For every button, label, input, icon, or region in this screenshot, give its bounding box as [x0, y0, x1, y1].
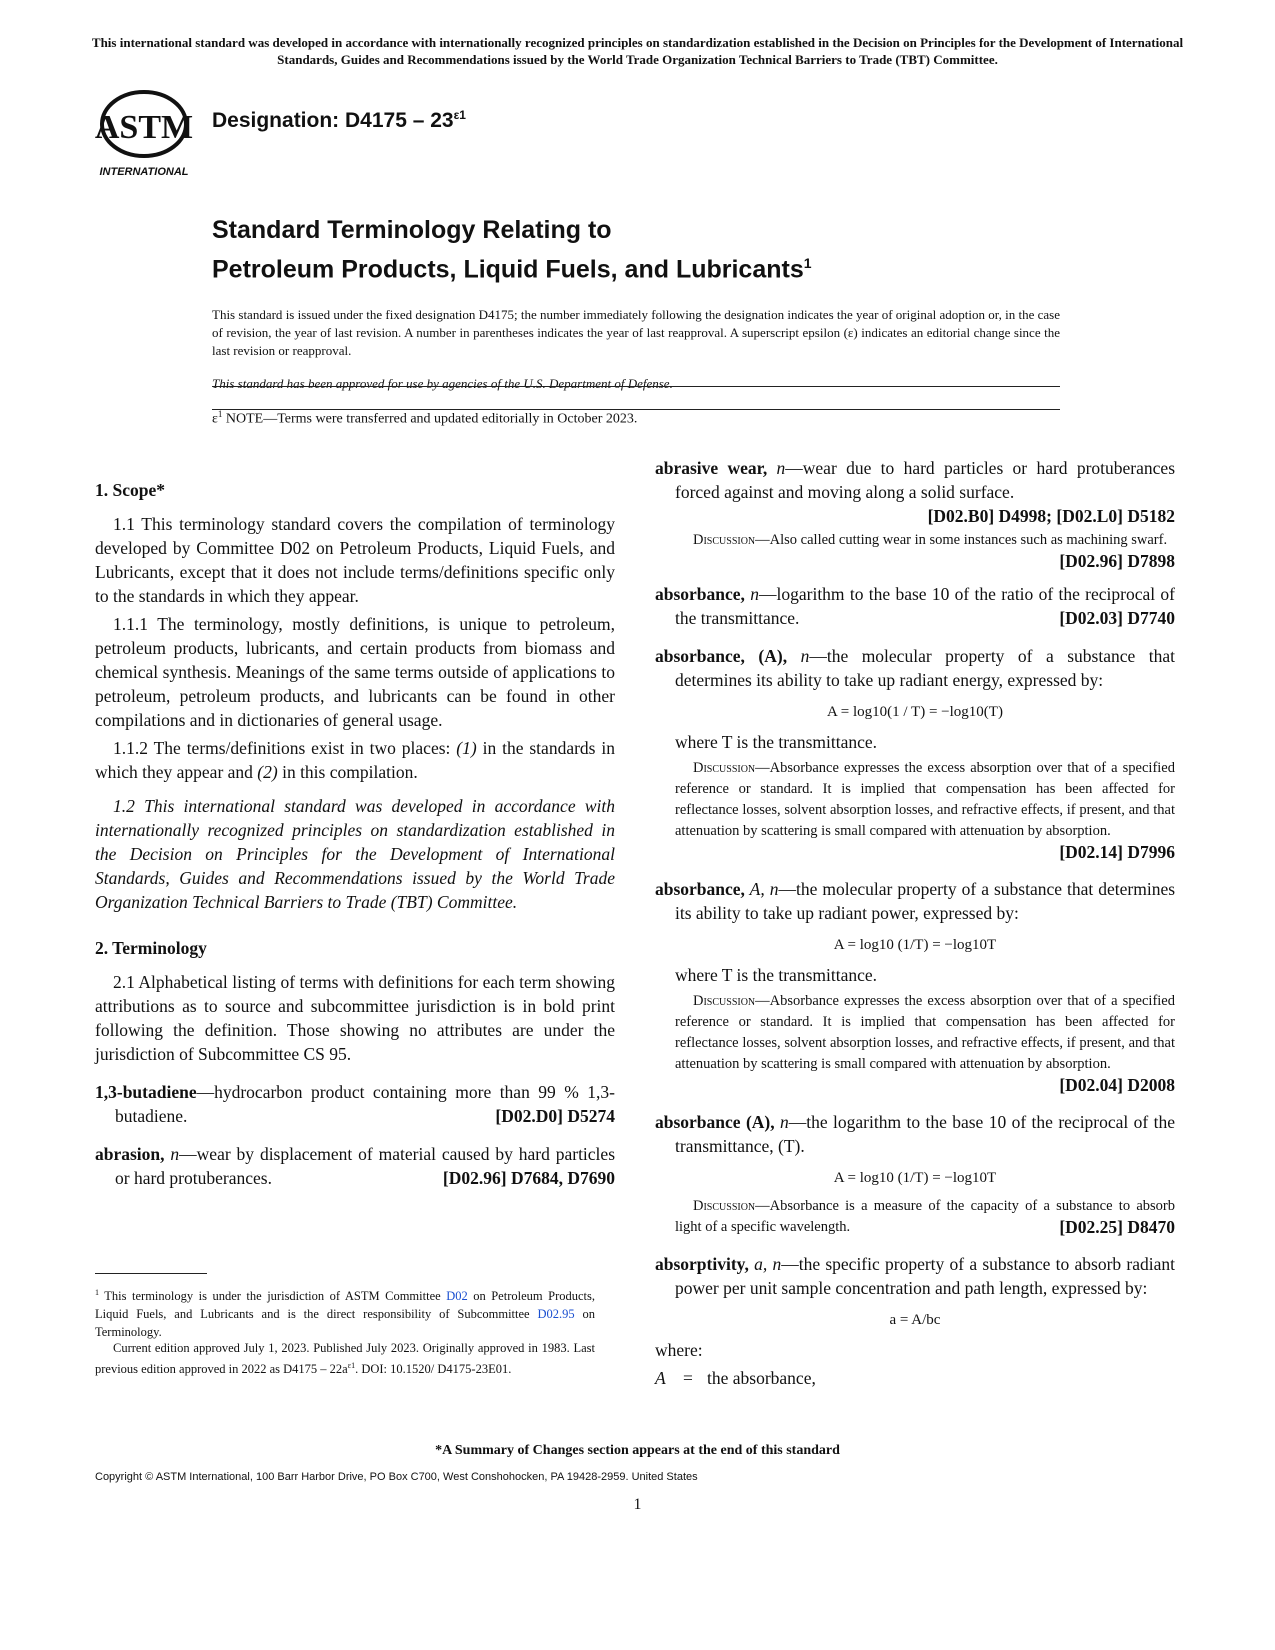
scope-heading: 1. Scope*: [95, 480, 165, 500]
term-name: absorptivity,: [655, 1254, 749, 1274]
where-clause: where:: [655, 1340, 703, 1360]
footnote-rule: [95, 1273, 207, 1274]
term-discussion: Discussion—Also called cutting wear in some instances such as machining swarf. [D02.96] D7898: [693, 532, 1175, 571]
epsilon-sup: 1: [217, 409, 223, 419]
term-discussion: Discussion—Absorbance is a measure of the capacity of a substance to absorb light of a specific wavelength. [D02.25] D8470: [675, 1198, 1175, 1237]
logo-text: INTERNATIONAL: [99, 166, 189, 178]
rule-bottom: [212, 409, 1060, 410]
epsilon-note: [212, 409, 637, 428]
term-discussion: Discussion—Absorbance expresses the excess absorption over that of a specified reference or standard. It is implied that compensation has been affected for reflectance losses, solvent absorption losses, and refractive effects, if present, and that attenuation by scattering is small compared with attenuation by absorption. [D02.14] D7996: [675, 760, 1175, 862]
designation-text: Designation: D4175 – 23: [212, 109, 454, 132]
subcommittee-link[interactable]: D02.95: [537, 1307, 575, 1322]
term-entry: absorbance, A, n—the molecular property of a substance that determines its ability to take up radiant power, expressed by: A = log10 (1/T) = −log10T where T is the transmittance. Discussion—Absorbance expresses the excess absorption over that of a specified reference or standard. It is implied that compensation has been affected for reflectance losses, solvent absorption losses, and refractive effects, if present, and that attenuation by scattering is small compared with attenuation by absorption. [D02.04] D2008: [655, 879, 1176, 1095]
summary-note: *A Summary of Changes section appears at the end of this standard: [435, 1443, 840, 1458]
term-name: abrasion,: [95, 1144, 165, 1164]
term-name: abrasive wear,: [655, 458, 768, 478]
committee-link[interactable]: D02: [446, 1289, 468, 1304]
formula: A = log10 (1/T) = −log10T: [833, 937, 997, 953]
terminology-heading: 2. Terminology: [95, 938, 207, 958]
title-footnote-mark: 1: [803, 255, 812, 271]
para-1-1-1: 1.1.1 The terminology, mostly definitions, is unique to petroleum, petroleum products, lubricants, and certain products from biomass and chemical synthesis. Meanings of the same terms outside of applications to petroleum, petroleum products, and lubricants can be found in other compilations and in dictionaries of general usage.: [95, 614, 615, 730]
term-entry: abrasive wear, n—wear due to hard particles or hard protuberances forced against and moving along a solid surface. [D02.B0] D4998; [D02.L0] D5182 Discussion—Also called cutting wear in some instances such as machining swarf. [D02.96] D7898: [655, 458, 1175, 571]
formula: A = log10(1 / T) = −log10(T): [827, 704, 1003, 720]
page-number: 1: [633, 1496, 642, 1513]
copyright: Copyright © ASTM International, 100 Barr Harbor Drive, PO Box C700, West Conshohocken, PA 19428-2959. United States: [95, 1471, 698, 1483]
term-entry: absorbance, n—logarithm to the base 10 of the ratio of the reciprocal of the transmittance. [D02.03] D7740: [655, 584, 1176, 628]
right-column: [655, 456, 1175, 1404]
designation-sup: ε1: [453, 108, 466, 122]
where-clause: where T is the transmittance.: [675, 965, 878, 985]
epsilon-mark: ε: [212, 411, 218, 427]
formula: a = A/bc: [889, 1312, 941, 1328]
title-line-2: Petroleum Products, Liquid Fuels, and Lubricants: [212, 255, 804, 284]
term-entry: 1,3-butadiene—hydrocarbon product containing more than 99 % 1,3-butadiene. [D02.D0] D5274: [95, 1082, 615, 1126]
designation: [212, 108, 466, 133]
footnote-2: Current edition approved July 1, 2023. Published July 2023. Originally approved in 1983. Last previous edition approved in 2022 as $D4175 - 22a^{\varepsilon 1}$. DOI: 10.1520/ D4175-23E01.: [95, 1341, 595, 1377]
formula: A = log10 (1/T) = −log10T: [833, 1170, 997, 1186]
logo-letters: ASTM: [94, 109, 194, 146]
term-reference: [D02.B0] D4998; [D02.L0] D5182: [927, 506, 1175, 526]
term-entry: abrasion, n—wear by displacement of material caused by hard particles or hard protuberances. [D02.96] D7684, D7690: [95, 1144, 616, 1188]
variable-definition: A = the absorbance,: [655, 1368, 816, 1388]
para-1-1-2: 1.1.2 The terms/definitions exist in two places: (1) in the standards in which they appear and (2) in this compilation.: [95, 738, 615, 782]
term-discussion: Discussion—Absorbance expresses the excess absorption over that of a specified reference or standard. It is implied that compensation has been affected for reflectance losses, solvent absorption losses, and refractive effects, if present, and that attenuation by scattering is small compared with attenuation by absorption. [D02.04] D2008: [675, 993, 1175, 1095]
term-reference: [D02.03] D7740: [1059, 608, 1175, 628]
title-line-1: Standard Terminology Relating to: [212, 216, 612, 244]
term-reference: [D02.04] D2008: [1059, 1075, 1175, 1095]
where-clause: where T is the transmittance.: [675, 732, 878, 752]
approval-note: This standard has been approved for use by agencies of the U.S. Department of Defense.: [212, 376, 673, 391]
left-column: [95, 478, 615, 1204]
top-notice: This international standard was developed in accordance with internationally recognized principles on standardization established in the Decision on Principles for the Development of International Standards, Guides and Recommendations issued by the World Trade Organization Technical Barriers to Trade (TBT) Committee.: [91, 35, 1184, 67]
term-name: 1,3-butadiene: [95, 1082, 197, 1102]
para-2-1: 2.1 Alphabetical listing of terms with definitions for each term showing attributions as to source and subcommittee jurisdiction is in bold print following the definition. Those showing no attributes are under the jurisdiction of Subcommittee CS 95.: [95, 972, 615, 1064]
epsilon-text: NOTE—Terms were transferred and updated editorially in October 2023.: [222, 411, 638, 427]
para-1-1: 1.1 This terminology standard covers the compilation of terminology developed by Committee D02 on Petroleum Products, Liquid Fuels, and Lubricants, except that it does not include terms/definitions specific only to the standards in which they appear.: [95, 514, 615, 606]
astm-logo-icon: [92, 88, 196, 178]
document-title: [212, 214, 812, 286]
term-entry: absorptivity, a, n—the specific property of a substance to absorb radiant power per unit sample concentration and path length, expressed by: a = A/bc where: A = the absorbance,: [655, 1254, 1176, 1388]
term-reference: [D02.96] D7898: [1059, 551, 1175, 571]
footnote-1: $^1$ This terminology is under the jurisdiction of ASTM Committee D02 on Petroleum Products, Liquid Fuels, and Lubricants and is the direct responsibility of Subcommittee D02.95 on Terminology.: [95, 1288, 595, 1340]
para-1-2: 1.2 This international standard was developed in accordance with internationally recognized principles on standardization established in the Decision on Principles for the Development of International Standards, Guides and Recommendations issued by the World Trade Organization Technical Barriers to Trade (TBT) Committee.: [95, 796, 615, 912]
term-reference: [D02.25] D8470: [1059, 1217, 1175, 1237]
term-entry: absorbance, (A), n—the molecular property of a substance that determines its ability to take up radiant energy, expressed by: A = log10(1 / T) = −log10(T) where T is the transmittance. Discussion—Absorbance expresses the excess absorption over that of a specified reference or standard. It is implied that compensation has been affected for reflectance losses, solvent absorption losses, and refractive effects, if present, and that attenuation by scattering is small compared with attenuation by absorption. [D02.14] D7996: [655, 646, 1175, 862]
term-name: absorbance, (A),: [655, 646, 788, 666]
issue-note: This standard is issued under the fixed designation D4175; the number immediately following the designation indicates the year of original adoption or, in the case of revision, the year of last revision. A number in parentheses indicates the year of last reapproval. A superscript epsilon (ε) indicates an editorial change since the last revision or reapproval.: [212, 307, 1060, 358]
term-name: absorbance (A),: [655, 1112, 775, 1132]
term-entry: absorbance (A), n—the logarithm to the base 10 of the reciprocal of the transmittance, (T). A = log10 (1/T) = −log10T Discussion—Absorbance is a measure of the capacity of a substance to absorb light of a specific wavelength. [D02.25] D8470: [655, 1112, 1176, 1237]
term-name: absorbance,: [655, 584, 745, 604]
term-reference: [D02.14] D7996: [1059, 842, 1175, 862]
term-reference: [D02.D0] D5274: [495, 1106, 615, 1126]
term-name: absorbance,: [655, 879, 745, 899]
term-reference: [D02.96] D7684, D7690: [442, 1168, 615, 1188]
rule-top: [212, 386, 1060, 387]
